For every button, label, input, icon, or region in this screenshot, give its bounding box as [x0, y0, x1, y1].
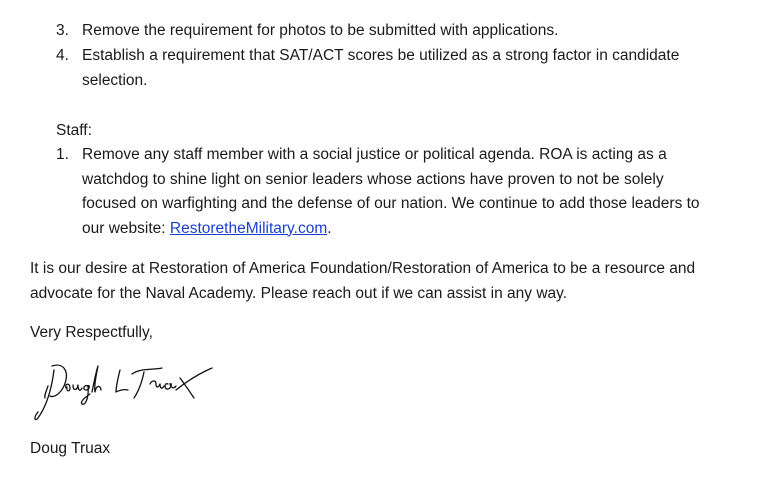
list-item-text	[82, 143, 721, 241]
staff-item-text-end: .	[327, 219, 332, 237]
staff-item-1	[56, 143, 721, 241]
signer-name: Doug Truax	[30, 440, 111, 457]
list-number: 3.	[56, 22, 69, 39]
closing-paragraph: It is our desire at Restoration of America Foundation/Restoration of America to be a resource and advocate for the Naval Academy. Please reach out if we can assist in any way.	[30, 260, 696, 302]
list-item-text: Establish a requirement that SAT/ACT scores be utilized as a strong factor in candidate selection.	[82, 47, 680, 89]
list-item-text: Remove the requirement for photos to be submitted with applications.	[82, 22, 559, 39]
salutation: Very Respectfully,	[30, 324, 153, 341]
list-number: 4.	[56, 47, 69, 64]
staff-heading: Staff:	[56, 122, 92, 139]
requirement-item-4	[56, 44, 706, 93]
list-number: 1.	[56, 146, 69, 163]
handwritten-signature	[30, 352, 220, 424]
staff-item-text: Remove any staff member with a social justice or political agenda. ROA is acting as a watchdog to shine light on senior leaders whose actions have proven to not be solely focused on warfighting and the defense of our nation. We continue to add those leaders to our website:	[82, 146, 700, 237]
requirement-item-3	[56, 19, 746, 44]
restore-military-link[interactable]: RestoretheMilitary.com	[169, 219, 328, 237]
